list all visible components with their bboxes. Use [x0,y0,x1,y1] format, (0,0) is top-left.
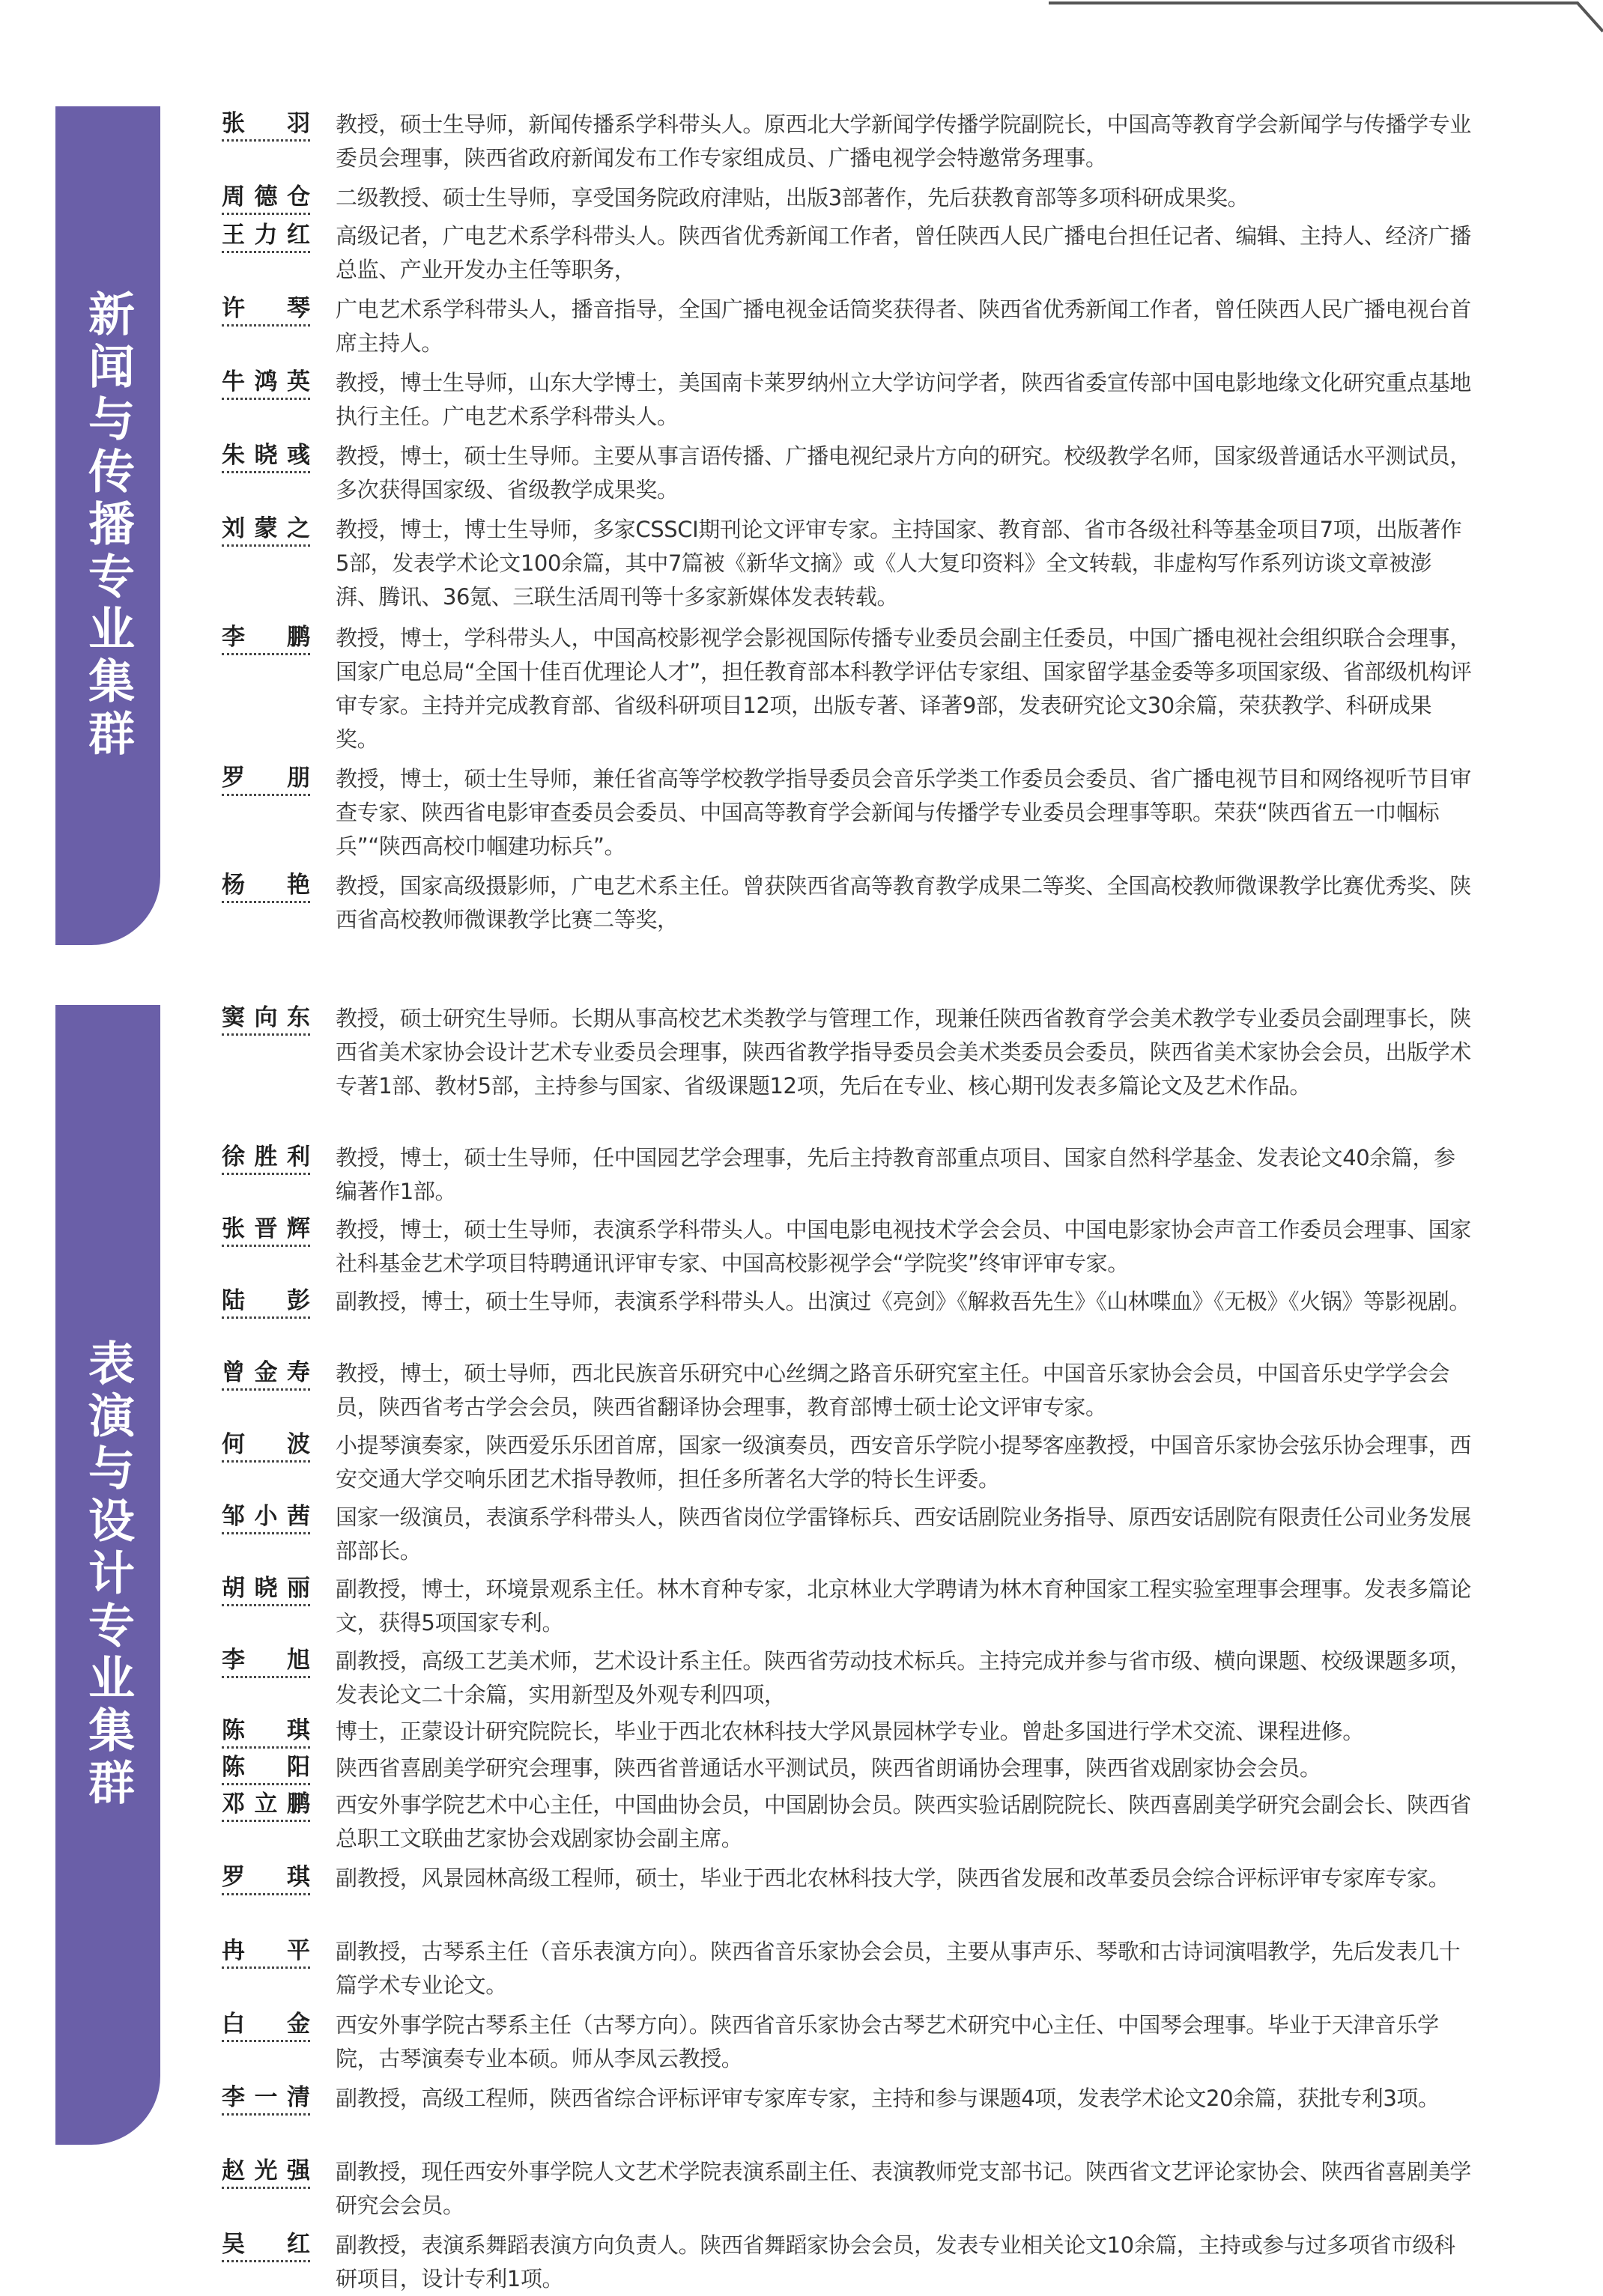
member-description: 教授，博士，学科带头人，中国高校影视学会影视国际传播专业委员会副主任委员，中国广播电视社会组织联合会理事，国家广电总局“全国十佳百优理论人才”，担任教育部本科教学评估专家组、国家留学基金委等多项国家级、省部级机构评审专家。主持并完成教育部、省级科研项目12项，出版专著、译著9部，发表研究论文30余篇，荣获教学、科研成果奖。 [336,625,1472,752]
member-name: 吴 红 [222,2229,310,2262]
member-name: 胡晓丽 [222,1573,310,1606]
member-entry [222,1573,1473,1640]
member-name: 徐胜利 [222,1141,310,1175]
member-name: 张 羽 [222,108,310,142]
member-description: 副教授，风景园林高级工程师，硕士，毕业于西北农林科技大学，陕西省发展和改革委员会综合评标评审专家库专家。 [336,1865,1450,1891]
member-entry [222,1644,1473,1712]
member-description: 二级教授、硕士生导师，享受国务院政府津贴，出版3部著作，先后获教育部等多项科研成果奖。 [336,185,1249,210]
member-name: 朱晓彧 [222,440,310,473]
member-name: 赵光强 [222,2155,310,2189]
member-description: 陕西省喜剧美学研究会理事，陕西省普通话水平测试员，陕西省朗诵协会理事，陕西省戏剧家协会会员。 [336,1755,1321,1781]
member-description: 教授，博士，硕士生导师，任中国园艺学会理事，先后主持教育部重点项目、国家自然科学基金、发表论文40余篇，参编著作1部。 [336,1145,1455,1204]
member-description: 副教授，博士，环境景观系主任。林木育种专家，北京林业大学聘请为林木育种国家工程实验室理事会理事。发表多篇论文，获得5项国家专利。 [336,1576,1471,1636]
member-name: 邹小茜 [222,1501,310,1534]
member-description: 副教授，古琴系主任（音乐表演方向）。陕西省音乐家协会会员，主要从事声乐、琴歌和古诗词演唱教学，先后发表几十篇学术专业论文。 [336,1939,1461,1998]
member-entry [222,1213,1473,1281]
member-entry [222,1715,1473,1749]
member-entry [222,1501,1473,1568]
member-entry [222,1935,1473,2002]
member-description: 教授，硕士研究生导师。长期从事高校艺术类教学与管理工作，现兼任陕西省教育学会美术教学专业委员会副理事长，陕西省美术家协会设计艺术专业委员会理事，陕西省教学指导委员会美术类委员会委员，陕西省美术家协会会员，出版学术专著1部、教材5部，主持参与国家、省级课题12项，先后在专业、核心期刊发表多篇论文及艺术作品。 [336,1006,1471,1099]
member-description: 西安外事学院古琴系主任（古琴方向）。陕西省音乐家协会古琴艺术研究中心主任、中国琴会理事。毕业于天津音乐学院，古琴演奏专业本硕。师从李凤云教授。 [336,2012,1439,2071]
member-entry [222,762,1473,863]
member-entry [222,622,1473,756]
member-description: 国家一级演员，表演系学科带头人，陕西省岗位学雷锋标兵、西安话剧院业务指导、原西安话剧院有限责任公司业务发展部部长。 [336,1504,1471,1564]
member-description: 教授，博士，硕士生导师，表演系学科带头人。中国电影电视技术学会会员、中国电影家协会声音工作委员会理事、国家社科基金艺术学项目特聘通讯评审专家、中国高校影视学会“学院奖”终审评审专家。 [336,1217,1471,1276]
member-description: 教授，博士生导师，山东大学博士，美国南卡莱罗纳州立大学访问学者，陕西省委宣传部中国电影地缘文化研究重点基地执行主任。广电艺术系学科带头人。 [336,370,1471,429]
member-entry [222,219,1473,287]
member-description: 副教授，现任西安外事学院人文艺术学院表演系副主任、表演教师党支部书记。陕西省文艺评论家协会、陕西省喜剧美学研究会会员。 [336,2159,1471,2218]
member-name: 陆 彭 [222,1285,310,1319]
member-name: 李 旭 [222,1644,310,1678]
member-name: 陈 阳 [222,1752,310,1785]
member-description: 博士，正蒙设计研究院院长，毕业于西北农林科技大学风景园林学专业。曾赴多国进行学术交流、课程进修。 [336,1719,1364,1744]
member-name: 李一清 [222,2082,310,2116]
member-entry [222,1862,1473,1929]
member-name: 罗 朋 [222,762,310,796]
member-description: 广电艺术系学科带头人，播音指导，全国广播电视金话筒奖获得者、陕西省优秀新闻工作者，曾任陕西人民广播电视台首席主持人。 [336,297,1471,356]
member-name: 何 波 [222,1429,310,1463]
member-entry [222,181,1473,215]
member-name: 刘蒙之 [222,513,310,547]
section-tab-news [55,106,160,945]
member-description: 教授，博士，硕士生导师，兼任省高等学校教学指导委员会音乐学类工作委员会委员、省广播电视节目和网络视听节目审查专家、陕西省电影审查委员会委员、中国高等教育学会新闻与传播学专业委员会理事等职。荣获“陕西省五一巾帼标兵”“陕西高校巾帼建功标兵”。 [336,766,1471,859]
performance-design-member-list [222,997,1473,2296]
member-entry [222,1141,1473,1209]
member-description: 教授，博士，硕士生导师。主要从事言语传播、广播电视纪录片方向的研究。校级教学名师，国家级普通话水平测试员，多次获得国家级、省级教学成果奖。 [336,443,1471,502]
member-name: 张晋辉 [222,1213,310,1247]
member-description: 小提琴演奏家，陕西爱乐乐团首席，国家一级演奏员，西安音乐学院小提琴客座教授，中国音乐家协会弦乐协会理事，西安交通大学交响乐团艺术指导教师，担任多所著名大学的特长生评委。 [336,1433,1471,1492]
member-entry [222,440,1473,507]
member-description: 教授，博士，硕士导师，西北民族音乐研究中心丝绸之路音乐研究室主任。中国音乐家协会会员，中国音乐史学学会会员，陕西省考古学会会员，陕西省翻译协会理事，教育部博士硕士论文评审专家。 [336,1361,1450,1420]
member-name: 许 琴 [222,293,310,327]
member-entry [222,2082,1473,2149]
member-name: 曾金寿 [222,1357,310,1391]
member-entry [222,1357,1473,1424]
member-name: 白 金 [222,2008,310,2042]
section-title-performance-design: 表演与设计专业集群 [80,1339,136,1811]
member-entry [222,513,1473,614]
member-description: 西安外事学院艺术中心主任，中国曲协会员，中国剧协会员。陕西实验话剧院院长、陕西喜剧美学研究会副会长、陕西省总职工文联曲艺家协会戏剧家协会副主席。 [336,1792,1471,1851]
member-entry [222,293,1473,360]
member-entry [222,1002,1473,1137]
member-entry [222,1788,1473,1856]
member-entry [222,1285,1473,1352]
member-description: 副教授，高级工艺美术师，艺术设计系主任。陕西省劳动技术标兵。主持完成并参与省市级、横向课题、校级课题多项，发表论文二十余篇，实用新型及外观专利四项， [336,1648,1471,1707]
news-member-list [222,103,1473,937]
member-entry [222,2229,1473,2296]
member-name: 牛鸿英 [222,366,310,400]
member-description: 高级记者，广电艺术系学科带头人。陕西省优秀新闻工作者，曾任陕西人民广播电台担任记者、编辑、主持人、经济广播总监、产业开发办主任等职务， [336,223,1471,282]
member-description: 副教授，博士，硕士生导师，表演系学科带头人。出演过《亮剑》《解救吾先生》《山林喋血》《无极》《火锅》等影视剧。 [336,1289,1471,1314]
member-entry [222,366,1473,434]
member-description: 副教授，高级工程师，陕西省综合评标评审专家库专家，主持和参与课题4项，发表学术论文20余篇，获批专利3项。 [336,2086,1440,2111]
member-name: 周德仓 [222,181,310,215]
member-name: 陈 琪 [222,1715,310,1749]
member-name: 邓立鹏 [222,1788,310,1822]
member-entry [222,108,1473,175]
member-name: 冉 平 [222,1935,310,1969]
member-name: 窦向东 [222,1002,310,1036]
member-description: 教授，博士，博士生导师，多家CSSCI期刊论文评审专家。主持国家、教育部、省市各级社科等基金项目7项，出版著作5部，发表学术论文100余篇，其中7篇被《新华文摘》或《人大复印资料》全文转载，非虚构写作系列访谈文章被澎湃、腾讯、36氪、三联生活周刊等十多家新媒体发表转载。 [336,517,1462,610]
member-description: 副教授，表演系舞蹈表演方向负责人。陕西省舞蹈家协会会员，发表专业相关论文10余篇，主持或参与过多项省市级科研项目，设计专利1项。 [336,2232,1455,2292]
member-entry [222,2155,1473,2223]
member-name: 王力红 [222,219,310,253]
section-title-news: 新闻与传播专业集群 [80,290,136,762]
member-entry [222,2008,1473,2076]
member-description: 教授，硕士生导师，新闻传播系学科带头人。原西北大学新闻学传播学院副院长，中国高等教育学会新闻学与传播学专业委员会理事，陕西省政府新闻发布工作专家组成员、广播电视学会特邀常务理事。 [336,112,1471,171]
member-description: 教授，国家高级摄影师，广电艺术系主任。曾获陕西省高等教育教学成果二等奖、全国高校教师微课教学比赛优秀奖、陕西省高校教师微课教学比赛二等奖， [336,873,1471,932]
member-name: 罗 琪 [222,1862,310,1895]
member-name: 杨 艳 [222,869,310,903]
member-entry [222,1429,1473,1496]
member-entry [222,1752,1473,1785]
section-tab-performance-design [55,1005,160,2145]
member-entry [222,869,1473,937]
member-name: 李 鹏 [222,622,310,655]
